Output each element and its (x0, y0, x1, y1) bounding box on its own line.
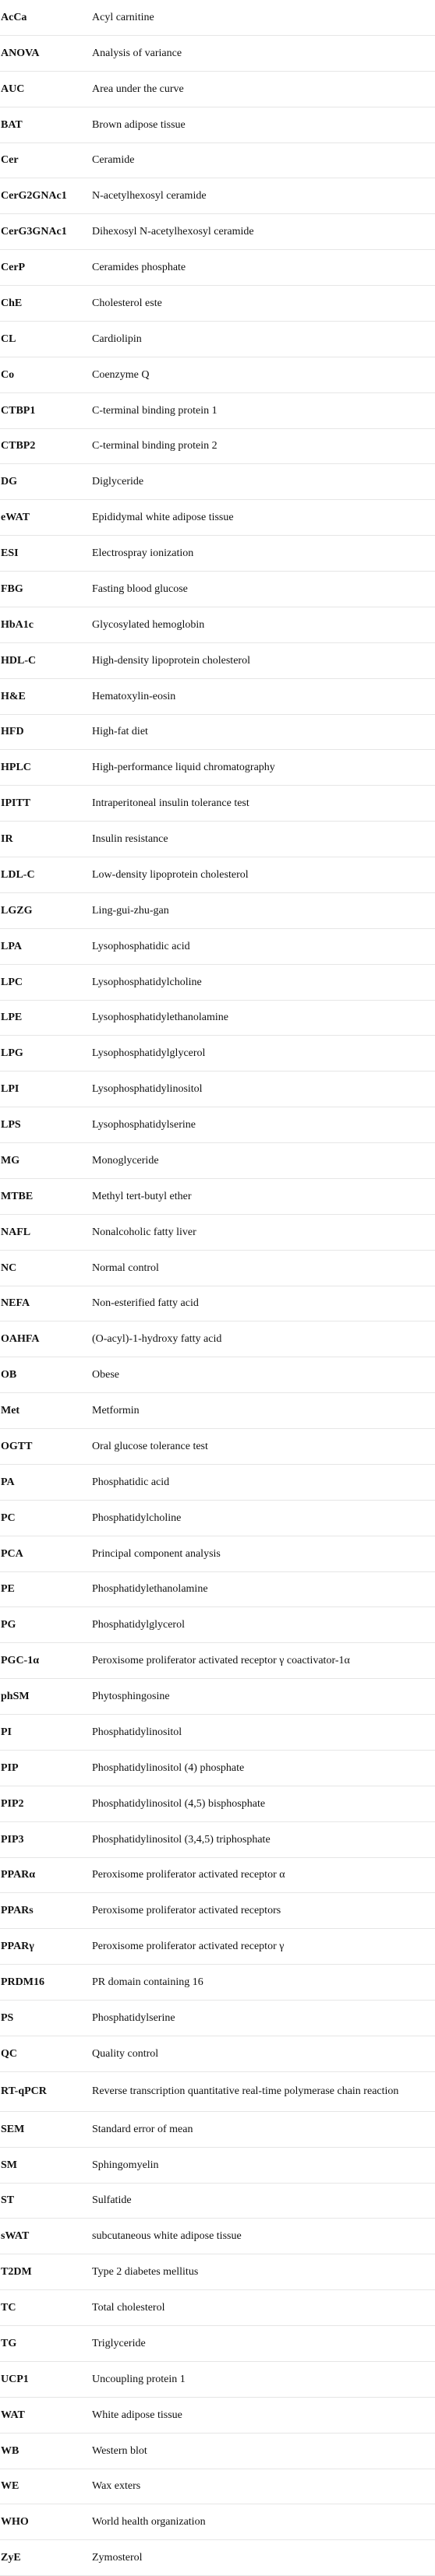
table-row (0, 1786, 435, 1821)
table-row (0, 1607, 435, 1643)
abbreviation-definition: Phosphatidylglycerol (92, 1607, 435, 1643)
table-row (0, 1000, 435, 1036)
abbreviation-definition: Ceramide (92, 143, 435, 178)
abbreviation-term: LPE (0, 1000, 92, 1036)
abbreviation-definition: Total cholesterol (92, 2290, 435, 2326)
table-row (0, 428, 435, 464)
table-row (0, 357, 435, 392)
abbreviation-term: TG (0, 2326, 92, 2362)
abbreviation-definition: Non-esterified fatty acid (92, 1286, 435, 1321)
table-row (0, 464, 435, 500)
table-row (0, 2183, 435, 2219)
abbreviation-definition: Low-density lipoprotein cholesterol (92, 857, 435, 893)
abbreviation-definition: Phosphatidylinositol (4,5) bisphosphate (92, 1786, 435, 1821)
abbreviation-definition: Peroxisome proliferator activated receptor γ (92, 1929, 435, 1965)
abbreviation-definition: Lysophosphatidylinositol (92, 1072, 435, 1107)
abbreviation-definition: Quality control (92, 2036, 435, 2071)
abbreviation-term: PIP (0, 1750, 92, 1786)
abbreviation-term: PIP2 (0, 1786, 92, 1821)
abbreviation-definition: Obese (92, 1357, 435, 1393)
abbreviation-definition: Wax exters (92, 2469, 435, 2504)
abbreviation-term: PPARα (0, 1857, 92, 1893)
abbreviation-definition: Dihexosyl N-acetylhexosyl ceramide (92, 214, 435, 250)
abbreviation-definition: World health organization (92, 2504, 435, 2540)
abbreviation-term: Met (0, 1393, 92, 1429)
table-row (0, 2504, 435, 2540)
abbreviation-definition: Phosphatidylcholine (92, 1500, 435, 1536)
abbreviation-definition: Cardiolipin (92, 321, 435, 357)
abbreviation-term: DG (0, 464, 92, 500)
abbreviation-definition: Zymosterol (92, 2540, 435, 2576)
abbreviation-term: PS (0, 2001, 92, 2036)
abbreviation-definition: Peroxisome proliferator activated receptor γ coactivator-1α (92, 1643, 435, 1679)
table-row (0, 1357, 435, 1393)
abbreviation-definition: High-density lipoprotein cholesterol (92, 642, 435, 678)
abbreviation-term: T2DM (0, 2254, 92, 2290)
abbreviation-term: RT-qPCR (0, 2071, 92, 2111)
abbreviation-definition: Metformin (92, 1393, 435, 1429)
abbreviation-term: HPLC (0, 750, 92, 786)
table-row (0, 1393, 435, 1429)
table-row (0, 2147, 435, 2183)
abbreviation-definition: Oral glucose tolerance test (92, 1429, 435, 1465)
abbreviation-term: QC (0, 2036, 92, 2071)
abbreviation-term: PG (0, 1607, 92, 1643)
abbreviation-term: Co (0, 357, 92, 392)
abbreviation-definition: Brown adipose tissue (92, 107, 435, 143)
abbreviation-term: Cer (0, 143, 92, 178)
abbreviation-term: MG (0, 1143, 92, 1179)
abbreviation-term: PPARγ (0, 1929, 92, 1965)
abbreviation-definition: Sphingomyelin (92, 2147, 435, 2183)
table-row (0, 2397, 435, 2433)
abbreviation-term: PCA (0, 1536, 92, 1571)
abbreviation-definition: Phytosphingosine (92, 1679, 435, 1715)
abbreviation-term: WHO (0, 2504, 92, 2540)
abbreviation-definition: Triglyceride (92, 2326, 435, 2362)
abbreviation-definition: Area under the curve (92, 71, 435, 107)
table-row (0, 2326, 435, 2362)
table-row (0, 1715, 435, 1751)
table-row (0, 1107, 435, 1143)
abbreviation-definition: Phosphatidylinositol (3,4,5) triphosphate (92, 1821, 435, 1857)
abbreviation-term: WB (0, 2433, 92, 2469)
table-row (0, 1536, 435, 1571)
abbreviation-term: LPI (0, 1072, 92, 1107)
abbreviation-term: BAT (0, 107, 92, 143)
abbreviation-term: LGZG (0, 892, 92, 928)
table-row (0, 2219, 435, 2254)
table-row (0, 642, 435, 678)
table-row (0, 1250, 435, 1286)
table-row (0, 1464, 435, 1500)
abbreviation-term: sWAT (0, 2219, 92, 2254)
abbreviation-term: NEFA (0, 1286, 92, 1321)
abbreviation-term: ST (0, 2183, 92, 2219)
abbreviation-definition: Normal control (92, 1250, 435, 1286)
abbreviation-term: LPG (0, 1036, 92, 1072)
abbreviation-definition: Standard error of mean (92, 2111, 435, 2147)
abbreviation-term: CerP (0, 250, 92, 286)
table-row (0, 1036, 435, 1072)
abbreviation-definition: Lysophosphatidylethanolamine (92, 1000, 435, 1036)
abbreviation-definition: Lysophosphatidylserine (92, 1107, 435, 1143)
table-row (0, 214, 435, 250)
abbreviation-term: PI (0, 1715, 92, 1751)
table-row (0, 1143, 435, 1179)
abbreviation-definition: N-acetylhexosyl ceramide (92, 178, 435, 214)
abbreviation-term: AUC (0, 71, 92, 107)
table-row (0, 1857, 435, 1893)
abbreviation-definition: Cholesterol este (92, 286, 435, 322)
table-row (0, 286, 435, 322)
abbreviation-term: PRDM16 (0, 1965, 92, 2001)
abbreviation-definition: Phosphatidylinositol (4) phosphate (92, 1750, 435, 1786)
table-row (0, 1571, 435, 1607)
table-row (0, 536, 435, 572)
abbreviation-term: ChE (0, 286, 92, 322)
abbreviation-term: NAFL (0, 1214, 92, 1250)
table-row (0, 892, 435, 928)
table-row (0, 1929, 435, 1965)
abbreviation-term: SEM (0, 2111, 92, 2147)
table-row (0, 1214, 435, 1250)
abbreviation-term: HFD (0, 714, 92, 750)
table-row (0, 2254, 435, 2290)
abbreviation-definition: Lysophosphatidylglycerol (92, 1036, 435, 1072)
abbreviation-definition: Hematoxylin-eosin (92, 678, 435, 714)
table-row (0, 678, 435, 714)
table-row (0, 750, 435, 786)
abbreviation-term: TC (0, 2290, 92, 2326)
table-row (0, 572, 435, 607)
abbreviation-definition: Coenzyme Q (92, 357, 435, 392)
abbreviation-definition: Western blot (92, 2433, 435, 2469)
abbreviation-term: eWAT (0, 500, 92, 536)
table-row (0, 1178, 435, 1214)
table-row (0, 35, 435, 71)
table-row (0, 2111, 435, 2147)
abbreviation-term: ANOVA (0, 35, 92, 71)
table-row (0, 2071, 435, 2111)
abbreviation-definition: High-performance liquid chromatography (92, 750, 435, 786)
abbreviation-term: PPARs (0, 1893, 92, 1929)
table-row (0, 786, 435, 822)
table-row (0, 178, 435, 214)
abbreviation-definition: Sulfatide (92, 2183, 435, 2219)
abbreviation-term: PGC-1α (0, 1643, 92, 1679)
table-row (0, 2469, 435, 2504)
table-row (0, 1286, 435, 1321)
table-row (0, 1965, 435, 2001)
table-row (0, 143, 435, 178)
table-row (0, 250, 435, 286)
abbreviation-definition: Reverse transcription quantitative real-time polymerase chain reaction (92, 2071, 435, 2111)
table-row (0, 107, 435, 143)
table-row (0, 1893, 435, 1929)
abbreviation-definition: Phosphatidic acid (92, 1464, 435, 1500)
abbreviation-term: HbA1c (0, 607, 92, 642)
abbreviation-definition: Acyl carnitine (92, 0, 435, 35)
abbreviation-term: LPS (0, 1107, 92, 1143)
table-row (0, 822, 435, 857)
table-row (0, 500, 435, 536)
abbreviation-term: SM (0, 2147, 92, 2183)
abbreviation-term: phSM (0, 1679, 92, 1715)
abbreviation-definition: Phosphatidylethanolamine (92, 1571, 435, 1607)
abbreviation-term: LDL-C (0, 857, 92, 893)
table-row (0, 1750, 435, 1786)
abbreviation-term: AcCa (0, 0, 92, 35)
abbreviation-definition: (O-acyl)-1-hydroxy fatty acid (92, 1321, 435, 1357)
table-row (0, 392, 435, 428)
abbreviation-definition: High-fat diet (92, 714, 435, 750)
abbreviation-definition: Monoglyceride (92, 1143, 435, 1179)
abbreviation-term: NC (0, 1250, 92, 1286)
abbreviation-term: WAT (0, 2397, 92, 2433)
table-row (0, 607, 435, 642)
table-row (0, 857, 435, 893)
abbreviation-definition: Peroxisome proliferator activated receptors (92, 1893, 435, 1929)
abbreviation-term: ESI (0, 536, 92, 572)
abbreviation-definition: Insulin resistance (92, 822, 435, 857)
abbreviation-term: PE (0, 1571, 92, 1607)
abbreviation-definition: Nonalcoholic fatty liver (92, 1214, 435, 1250)
abbreviation-term: UCP1 (0, 2361, 92, 2397)
abbreviation-definition: Methyl tert-butyl ether (92, 1178, 435, 1214)
table-row (0, 964, 435, 1000)
abbreviation-term: ZyE (0, 2540, 92, 2576)
abbreviation-definition: Phosphatidylinositol (92, 1715, 435, 1751)
abbreviation-definition: Type 2 diabetes mellitus (92, 2254, 435, 2290)
abbreviation-definition: Ceramides phosphate (92, 250, 435, 286)
table-row (0, 2001, 435, 2036)
abbreviation-term: CerG2GNAc1 (0, 178, 92, 214)
abbreviation-definition: Epididymal white adipose tissue (92, 500, 435, 536)
table-row (0, 321, 435, 357)
abbreviation-definition: Ling-gui-zhu-gan (92, 892, 435, 928)
abbreviation-definition: Phosphatidylserine (92, 2001, 435, 2036)
abbreviation-definition: Intraperitoneal insulin tolerance test (92, 786, 435, 822)
abbreviation-term: HDL-C (0, 642, 92, 678)
abbreviation-term: OGTT (0, 1429, 92, 1465)
abbreviation-definition: Uncoupling protein 1 (92, 2361, 435, 2397)
abbreviation-term: PC (0, 1500, 92, 1536)
abbreviation-definition: Analysis of variance (92, 35, 435, 71)
table-row (0, 0, 435, 35)
abbreviation-definition: White adipose tissue (92, 2397, 435, 2433)
abbreviation-definition: Peroxisome proliferator activated receptor α (92, 1857, 435, 1893)
abbreviation-term: MTBE (0, 1178, 92, 1214)
table-row (0, 1429, 435, 1465)
table-row (0, 1500, 435, 1536)
abbreviation-term: CL (0, 321, 92, 357)
abbreviation-term: H&E (0, 678, 92, 714)
table-row (0, 2433, 435, 2469)
abbreviation-term: IR (0, 822, 92, 857)
abbreviation-term: PA (0, 1464, 92, 1500)
abbreviation-definition: Lysophosphatidic acid (92, 928, 435, 964)
table-row (0, 1821, 435, 1857)
abbreviation-definition: Lysophosphatidylcholine (92, 964, 435, 1000)
abbreviation-term: WE (0, 2469, 92, 2504)
abbreviation-term: LPA (0, 928, 92, 964)
abbreviation-term: OB (0, 1357, 92, 1393)
abbreviation-definition: PR domain containing 16 (92, 1965, 435, 2001)
table-row (0, 2540, 435, 2576)
abbreviation-term: FBG (0, 572, 92, 607)
abbreviation-definition: Glycosylated hemoglobin (92, 607, 435, 642)
abbreviation-definition: Fasting blood glucose (92, 572, 435, 607)
abbreviation-definition: Electrospray ionization (92, 536, 435, 572)
table-row (0, 1321, 435, 1357)
table-row (0, 2361, 435, 2397)
table-row (0, 71, 435, 107)
abbreviation-term: LPC (0, 964, 92, 1000)
abbreviation-term: IPITT (0, 786, 92, 822)
table-row (0, 1643, 435, 1679)
abbreviation-term: OAHFA (0, 1321, 92, 1357)
table-row (0, 1679, 435, 1715)
abbreviation-definition: Principal component analysis (92, 1536, 435, 1571)
abbreviation-definition: subcutaneous white adipose tissue (92, 2219, 435, 2254)
abbreviation-term: CTBP2 (0, 428, 92, 464)
table-row (0, 714, 435, 750)
abbreviation-term: CerG3GNAc1 (0, 214, 92, 250)
table-row (0, 928, 435, 964)
table-row (0, 1072, 435, 1107)
table-row (0, 2290, 435, 2326)
table-row (0, 2036, 435, 2071)
abbreviation-definition: C-terminal binding protein 1 (92, 392, 435, 428)
abbreviation-term: CTBP1 (0, 392, 92, 428)
abbreviation-term: PIP3 (0, 1821, 92, 1857)
abbreviation-definition: Diglyceride (92, 464, 435, 500)
abbreviation-definition: C-terminal binding protein 2 (92, 428, 435, 464)
